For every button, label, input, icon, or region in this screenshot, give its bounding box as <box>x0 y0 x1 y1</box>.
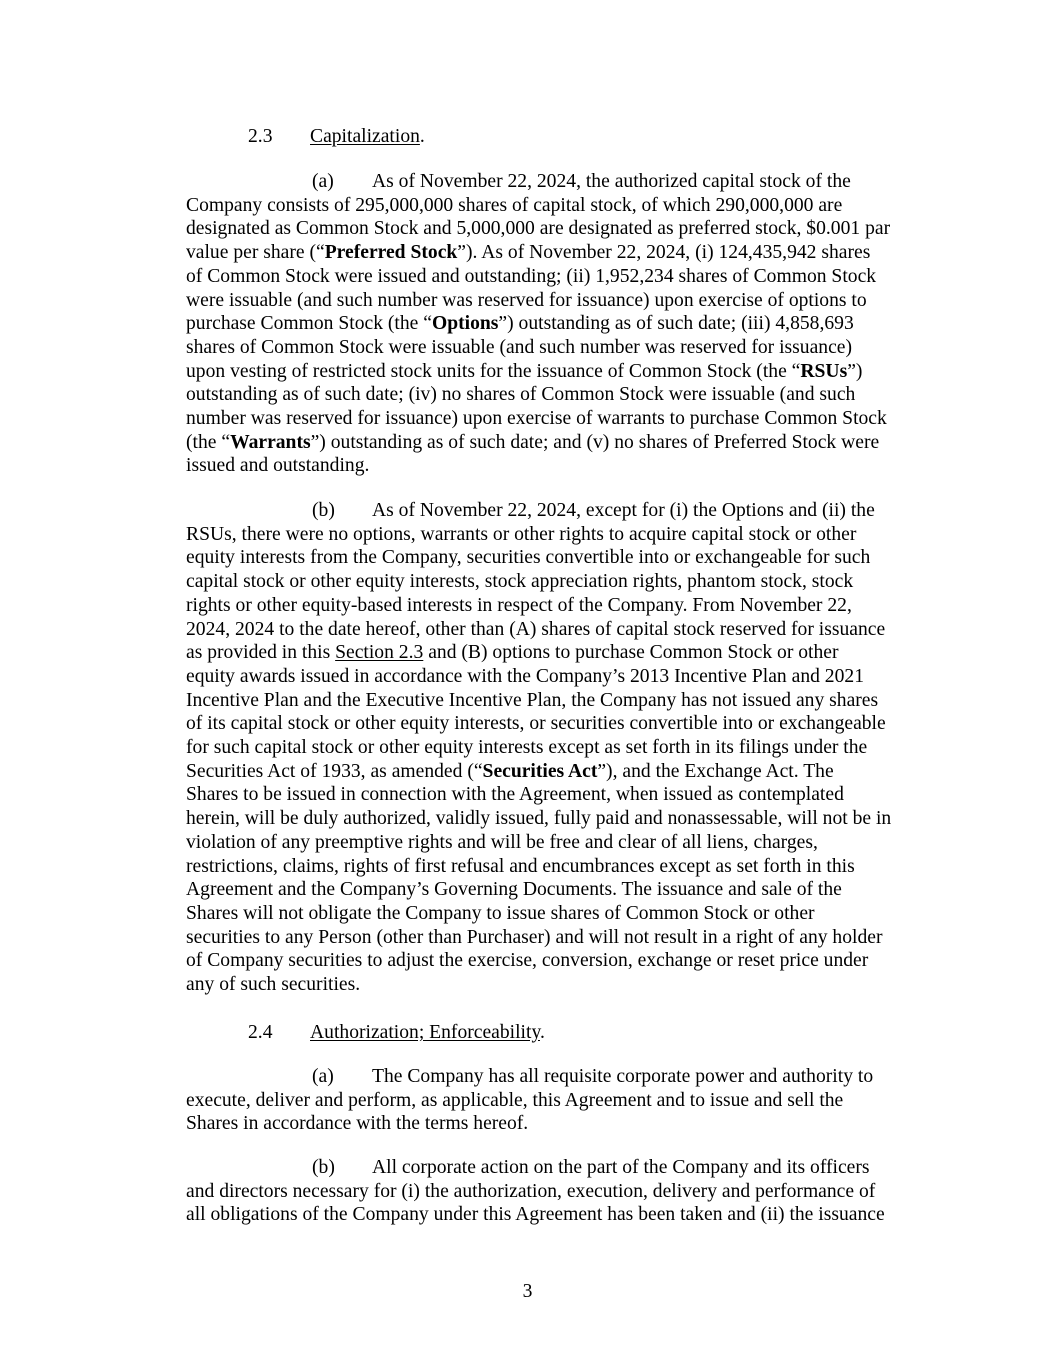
text-line: Incentive Plan and the Executive Incentive Plan, the Company has not issued any shares <box>186 689 879 711</box>
text-line: designated as Common Stock and 5,000,000 are designated as preferred stock, $0.001 par <box>186 218 891 240</box>
paragraph-2-3-b <box>186 499 934 997</box>
text-line: Agreement and the Company’s Governing Documents. The issuance and sale of the <box>186 879 842 901</box>
line-text: (the “ <box>186 431 231 453</box>
text-line: restrictions, claims, rights of first refusal and encumbrances except as set forth in this <box>186 855 855 877</box>
section-title-period: . <box>419 126 425 147</box>
text-line <box>186 431 934 455</box>
text-line <box>186 241 934 265</box>
line-text: ”) <box>847 360 863 382</box>
line-text: as provided in this <box>186 642 336 664</box>
text-line: Company consists of 295,000,000 shares of capital stock, of which 290,000,000 are <box>186 194 843 216</box>
text-line: Shares to be issued in connection with the Agreement, when issued as contemplated <box>186 784 844 806</box>
text-line: of its capital stock or other equity interests, or securities convertible into or exchangeable <box>186 713 886 735</box>
section-title: Authorization; Enforceability <box>310 1022 540 1043</box>
text-line <box>186 312 934 336</box>
text-line: and directors necessary for (i) the authorization, execution, delivery and performance of <box>186 1180 876 1202</box>
paragraph-2-4-a <box>186 1065 934 1136</box>
text-line: outstanding as of such date; (iv) no shares of Common Stock were issuable (and such <box>186 384 856 406</box>
text-line: Shares in accordance with the terms hereof. <box>186 1113 529 1135</box>
text-line <box>186 760 934 784</box>
paragraph-2-3-a <box>186 170 934 478</box>
text-line: 2024, 2024 to the date hereof, other than (A) shares of capital stock reserved for issuance <box>186 618 886 640</box>
text-line <box>186 499 934 523</box>
text-line: violation of any preemptive rights and will be free and clear of all liens, charges, <box>186 831 818 853</box>
section-heading-2-4 <box>248 1021 545 1045</box>
text-line <box>186 1065 934 1089</box>
text-line: for such capital stock or other equity interests except as set forth in its filings under the <box>186 737 868 759</box>
text-line <box>186 360 934 384</box>
text-line: number was reserved for issuance) upon exercise of warrants to purchase Common Stock <box>186 408 887 430</box>
line-text: ”). As of November 22, 2024, (i) 124,435,942 shares <box>457 242 871 264</box>
defined-term-preferred-stock: Preferred Stock <box>324 242 458 264</box>
paragraph-label: (a) <box>312 1066 334 1087</box>
section-number: 2.4 <box>248 1022 273 1043</box>
text-line <box>186 170 934 194</box>
text-line: Shares will not obligate the Company to issue shares of Common Stock or other <box>186 902 815 924</box>
line-text: As of November 22, 2024, except for (i) the Options and (ii) the <box>372 500 875 521</box>
line-text: As of November 22, 2024, the authorized capital stock of the <box>372 171 851 192</box>
line-text: All corporate action on the part of the Company and its officers <box>372 1157 870 1178</box>
text-line: all obligations of the Company under this Agreement has been taken and (ii) the issuance <box>186 1204 885 1226</box>
line-text: Securities Act of 1933, as amended (“ <box>186 760 483 782</box>
section-title-period: . <box>539 1022 545 1043</box>
text-line <box>186 641 934 665</box>
text-line: of Company securities to adjust the exercise, conversion, exchange or reset price under <box>186 950 869 972</box>
text-line: RSUs, there were no options, warrants or other rights to acquire capital stock or other <box>186 523 857 545</box>
page-number: 3 <box>522 1281 533 1302</box>
text-line: issued and outstanding. <box>186 455 370 477</box>
line-text: ”) outstanding as of such date; and (v) no shares of Preferred Stock were <box>310 431 880 453</box>
line-text: ”) outstanding as of such date; (iii) 4,858,693 <box>498 313 854 335</box>
defined-term-securities-act: Securities Act <box>482 760 598 782</box>
text-line: were issuable (and such number was reserved for issuance) upon exercise of options to <box>186 289 867 311</box>
paragraph-label: (b) <box>312 1157 335 1178</box>
section-reference-link[interactable]: Section 2.3 <box>335 642 424 664</box>
text-line: capital stock or other equity interests, stock appreciation rights, phantom stock, stock <box>186 571 854 593</box>
line-text: and (B) options to purchase Common Stock or other <box>423 642 839 664</box>
text-line: execute, deliver and perform, as applicable, this Agreement and to issue and sell the <box>186 1089 844 1111</box>
defined-term-warrants: Warrants <box>230 431 311 453</box>
text-line: equity awards issued in accordance with the Company’s 2013 Incentive Plan and 2021 <box>186 665 864 687</box>
text-line: securities to any Person (other than Purchaser) and will not result in a right of any holder <box>186 926 883 948</box>
text-line: shares of Common Stock were issuable (and such number was reserved for issuance) <box>186 336 852 358</box>
paragraph-label: (b) <box>312 500 335 521</box>
text-line <box>186 1156 934 1180</box>
text-line: herein, will be duly authorized, validly issued, fully paid and nonassessable, will not be in <box>186 808 892 830</box>
text-line: of Common Stock were issued and outstanding; (ii) 1,952,234 shares of Common Stock <box>186 265 877 287</box>
line-text: The Company has all requisite corporate power and authority to <box>372 1066 874 1087</box>
line-text: value per share (“ <box>186 242 325 264</box>
defined-term-rsus: RSUs <box>800 360 848 382</box>
line-text: ”), and the Exchange Act. The <box>597 760 834 782</box>
text-line: equity interests from the Company, securities convertible into or exchangeable for such <box>186 547 871 569</box>
section-title: Capitalization <box>310 126 420 147</box>
line-text: purchase Common Stock (the “ <box>186 313 432 335</box>
text-line: rights or other equity-based interests in respect of the Company. From November 22, <box>186 594 852 616</box>
section-number: 2.3 <box>248 126 273 147</box>
paragraph-2-4-b <box>186 1156 934 1227</box>
defined-term-options: Options <box>431 313 499 335</box>
line-text: upon vesting of restricted stock units for the issuance of Common Stock (the “ <box>186 360 801 382</box>
text-line: any of such securities. <box>186 974 361 996</box>
paragraph-label: (a) <box>312 171 334 192</box>
section-heading-2-3 <box>248 125 425 149</box>
